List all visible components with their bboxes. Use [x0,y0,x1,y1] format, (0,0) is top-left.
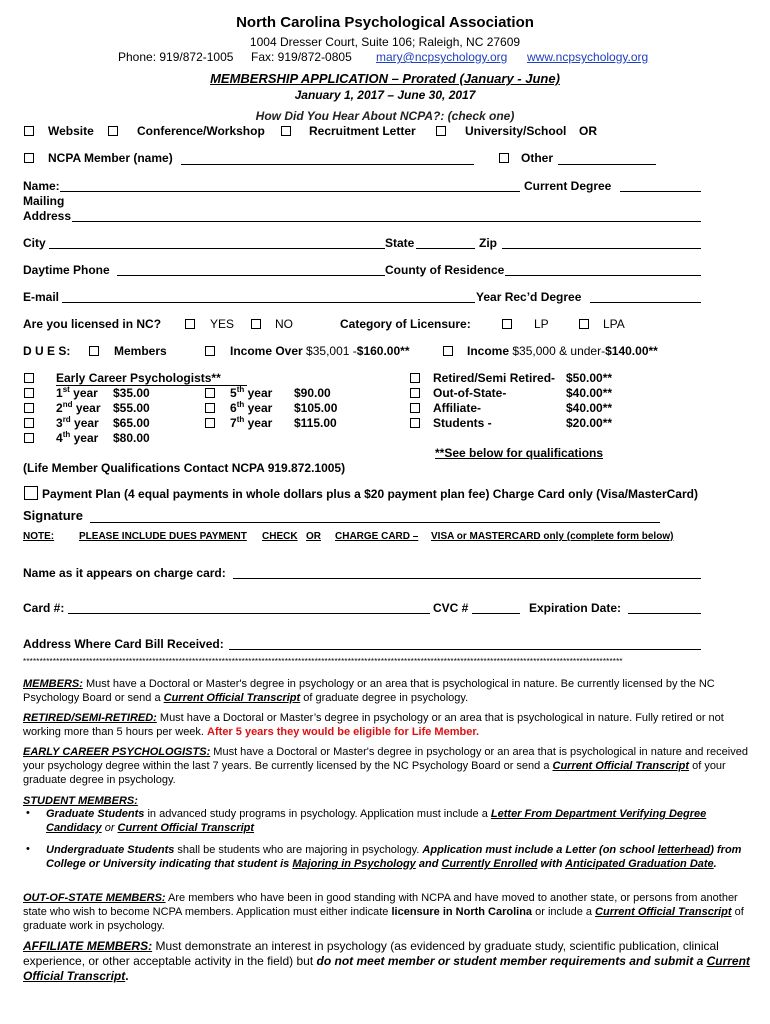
checkbox-payment-plan[interactable] [24,486,38,500]
label-name-on-card: Name as it appears on charge card: [23,566,226,580]
label-other: Other [521,151,554,165]
income-under-price: $140.00** [605,344,658,358]
qual-early-career: EARLY CAREER PSYCHOLOGISTS: Must have a Doctoral or Master's degree in psychology or an area that is psychological in nature and received your psychology degree within the last 7 years. Be currently licensed by the NC Psychology Board or send a Current Official Transcript of your graduate degree in psychology. [23,746,748,786]
bullet-graduate: • [26,807,30,819]
income-over-price: $160.00** [356,344,410,358]
price-retired: $50.00** [566,371,613,385]
org-website-link[interactable]: www.ncpsychology.org [527,50,649,64]
current-degree-field[interactable] [620,191,701,192]
payment-note [23,531,54,542]
income-under-row [467,344,658,358]
life-member-note: (Life Member Qualifications Contact NCPA 919.872.1005) [23,461,346,475]
hear-question: How Did You Hear About NCPA?: (check one) [255,109,515,123]
checkbox-year-4[interactable] [24,433,34,443]
label-card-number: Card #: [23,601,65,615]
year-1-price: $35.00 [113,386,150,400]
note-label: NOTE: [23,531,55,542]
income-under-label: Income [467,344,510,358]
label-address: Address [23,209,72,223]
income-over-row [230,344,409,358]
option-university: University/School [465,124,567,138]
label-email: E-mail [23,290,60,304]
checkbox-members[interactable] [89,346,99,356]
income-under-amount: $35,000 & under- [512,344,606,358]
cvc-field[interactable] [472,613,520,614]
label-students: Students - [433,416,492,430]
form-dates: January 1, 2017 – June 30, 2017 [294,88,476,102]
checkbox-website[interactable] [24,126,34,136]
label-category: Category of Licensure: [340,317,471,331]
checkbox-conference[interactable] [108,126,118,136]
checkbox-year-1[interactable] [24,388,34,398]
label-mailing: Mailing [23,194,65,208]
checkbox-retired[interactable] [410,373,420,383]
expiration-field[interactable] [628,613,701,614]
label-yes: YES [210,317,235,331]
checkbox-ncpa-member[interactable] [24,153,34,163]
label-name: Name: [23,179,60,193]
signature-field[interactable] [90,522,660,523]
year-6-label: 6th year [230,400,273,415]
label-no: NO [275,317,293,331]
name-on-card-field[interactable] [233,578,701,579]
label-members: Members [114,344,167,358]
year-6-price: $105.00 [294,401,338,415]
year-3-price: $65.00 [113,416,150,430]
org-phone: Phone: 919/872-1005 [118,50,234,64]
label-payment-plan: Payment Plan (4 equal payments in whole dollars plus a $20 payment plan fee) Charge Card only (Visa/MasterCard) [42,487,698,501]
email-field[interactable] [62,302,475,303]
checkbox-lpa[interactable] [579,319,589,329]
checkbox-affiliate[interactable] [410,403,420,413]
county-field[interactable] [505,275,701,276]
checkbox-year-2[interactable] [24,403,34,413]
option-conference: Conference/Workshop [137,124,265,138]
year-7-label: 7th year [230,415,273,430]
label-zip: Zip [479,236,497,250]
checkbox-income-under[interactable] [443,346,453,356]
label-city: City [23,236,46,250]
bullet-undergraduate: • [26,843,30,855]
income-over-amount: $35,001 - [306,344,357,358]
label-expiration: Expiration Date: [529,601,622,615]
checkbox-year-3[interactable] [24,418,34,428]
see-below-note: **See below for qualifications [435,446,604,460]
year-3-label: 3rd year [56,415,99,430]
note-or: OR [306,531,321,542]
qual-out-of-state: OUT-OF-STATE MEMBERS: Are members who have been in good standing with NCPA and have moved to another state, or persons from another state who wish to become NCPA members. Application must either indicate licensure in North Carolina or include a Current Official Transcript of graduate work in psychology. [23,892,744,932]
city-field[interactable] [49,248,385,249]
checkbox-early-career[interactable] [24,373,34,383]
qual-student-heading: STUDENT MEMBERS: [23,795,138,807]
label-dues: D U E S: [23,344,71,358]
org-title: North Carolina Psychological Association [236,14,534,31]
name-field[interactable] [60,191,520,192]
checkbox-no[interactable] [251,319,261,329]
option-website: Website [48,124,94,138]
stars-divider: ************************************************************************************************************************************************************************************* [23,657,623,666]
qual-undergraduate: Undergraduate Students shall be students who are majoring in psychology. Application must include a Letter (on school letterhead) from College or University indicating that student is Majoring in Psychology and Currently Enrolled with Anticipated Graduation Date. [46,844,742,870]
checkbox-year-6[interactable] [205,403,215,413]
label-lp: LP [534,317,549,331]
qual-graduate: Graduate Students in advanced study programs in psychology. Application must include a Letter From Department Verifying Degree Candidacy or Current Official Transcript [46,808,707,834]
label-early-career: Early Career Psychologists** [56,371,247,386]
checkbox-income-over[interactable] [205,346,215,356]
label-out-of-state: Out-of-State- [433,386,507,400]
label-current-degree: Current Degree [524,179,612,193]
year-rec-field[interactable] [590,302,701,303]
note-check: CHECK [262,531,298,542]
address-field[interactable] [72,221,701,222]
option-recruitment: Recruitment Letter [309,124,416,138]
year-2-price: $55.00 [113,401,150,415]
qual-members: MEMBERS: Must have a Doctoral or Master's degree in psychology or an area that is psychological in nature. Be currently licensed by the NC Psychology Board or send a Current Official Transcript of graduate degree in psychology. [23,678,715,704]
checkbox-year-7[interactable] [205,418,215,428]
label-state: State [385,236,415,250]
label-cvc: CVC # [433,601,469,615]
org-email-link[interactable]: mary@ncpsychology.org [376,50,508,64]
card-number-field[interactable] [68,613,430,614]
daytime-phone-field[interactable] [117,275,385,276]
price-out-of-state: $40.00** [566,386,613,400]
label-affiliate: Affiliate- [433,401,481,415]
note-charge-card: CHARGE CARD – [335,531,419,542]
checkbox-yes[interactable] [185,319,195,329]
org-address: 1004 Dresser Court, Suite 106; Raleigh, NC 27609 [249,35,521,49]
form-title: MEMBERSHIP APPLICATION – Prorated (January - June) [210,71,560,86]
qual-retired: RETIRED/SEMI-RETIRED: Must have a Doctoral or Master’s degree in psychology or an area that is psychological in nature. Fully retired or not working more than 5 hours per week. After 5 years they would be eligible for Life Member. [23,712,724,738]
year-4-price: $80.00 [113,431,150,445]
note-visa: VISA or MASTERCARD only (complete form below) [431,531,674,542]
year-1-label: 1st year [56,385,98,400]
note-include: PLEASE INCLUDE DUES PAYMENT [79,531,247,542]
label-signature: Signature [23,508,83,523]
year-7-price: $115.00 [294,416,337,430]
income-over-label: Income Over [230,344,303,358]
price-students: $20.00** [566,416,613,430]
year-4-label: 4th year [56,430,99,445]
ncpa-member-field[interactable] [181,164,474,165]
bill-address-field[interactable] [229,649,701,650]
label-ncpa-member: NCPA Member (name) [48,151,173,165]
label-bill-address: Address Where Card Bill Received: [23,637,224,651]
zip-field[interactable] [502,248,701,249]
year-5-price: $90.00 [294,386,331,400]
year-5-label: 5th year [230,385,273,400]
label-year-rec: Year Rec’d Degree [476,290,582,304]
qual-affiliate: AFFILIATE MEMBERS: Must demonstrate an interest in psychology (as evidenced by graduate study, scientific publication, clinical experience, or other acceptable activity in the field) but do not meet member or student member requirements and submit a Current Official Transcript. [23,939,750,983]
checkbox-year-5[interactable] [205,388,215,398]
checkbox-recruitment[interactable] [281,126,291,136]
label-lpa: LPA [603,317,625,331]
checkbox-students[interactable] [410,418,420,428]
state-field[interactable] [416,248,475,249]
label-daytime-phone: Daytime Phone [23,263,110,277]
label-licensed: Are you licensed in NC? [23,317,162,331]
label-retired: Retired/Semi Retired- [433,371,556,385]
price-affiliate: $40.00** [566,401,613,415]
checkbox-out-of-state[interactable] [410,388,420,398]
label-county: County of Residence [385,263,505,277]
org-fax: Fax: 919/872-0805 [251,50,352,64]
checkbox-other[interactable] [499,153,509,163]
year-2-label: 2nd year [56,400,101,415]
other-field[interactable] [558,164,656,165]
option-or: OR [579,124,597,138]
checkbox-university[interactable] [436,126,446,136]
checkbox-lp[interactable] [502,319,512,329]
